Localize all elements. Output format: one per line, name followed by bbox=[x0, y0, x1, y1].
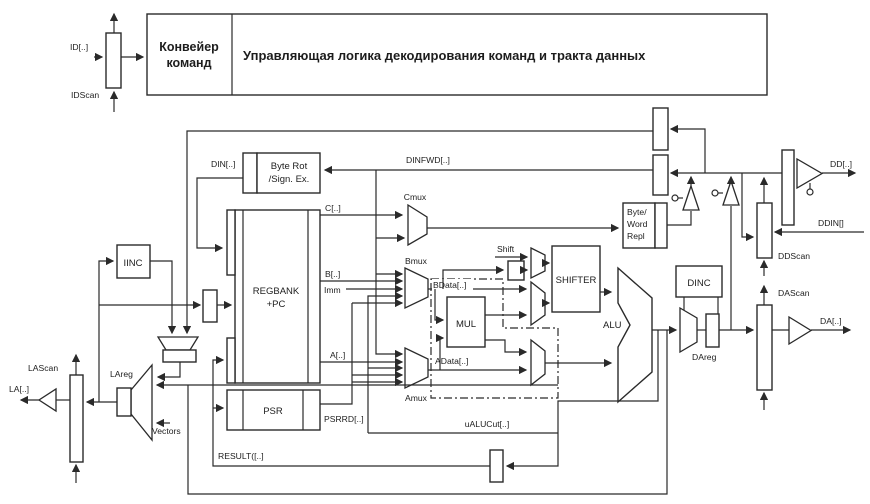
psrrd-label: PSRRD[..] bbox=[324, 414, 364, 424]
byte-rot-label-1: Byte Rot bbox=[270, 161, 308, 172]
regbank-label-1: REGBANK bbox=[252, 286, 300, 297]
dd-in-latch-upper bbox=[653, 108, 668, 150]
byte-word-label-3: Repl bbox=[627, 231, 645, 241]
regbank-label-2: +PC bbox=[266, 299, 286, 310]
dareg-label: DAreg bbox=[692, 352, 717, 362]
bmux-label: Bmux bbox=[405, 256, 427, 266]
shift-amount-mux bbox=[531, 248, 545, 278]
alu-label: ALU bbox=[603, 320, 622, 331]
b-bus-label: B[..] bbox=[325, 269, 341, 279]
regbank-write-port-a bbox=[227, 210, 235, 275]
address-loop bbox=[9, 245, 198, 483]
address-funnel-latch bbox=[163, 350, 196, 362]
c-bus-label: C[..] bbox=[325, 203, 341, 213]
a-mux bbox=[405, 348, 428, 403]
ddscan-label: DDScan bbox=[778, 251, 810, 261]
da-mux bbox=[680, 308, 697, 352]
cmux-label: Cmux bbox=[403, 192, 427, 202]
mul-label: MUL bbox=[455, 319, 477, 330]
da-pad-interface bbox=[757, 286, 850, 410]
pc-write-latch bbox=[203, 290, 217, 322]
control-logic-title: Управляющая логика декодирования команд и тракта данных bbox=[243, 48, 646, 63]
amux-label: Amux bbox=[405, 393, 427, 403]
shift-amount-latch bbox=[508, 261, 524, 280]
la-output-buffer-icon bbox=[39, 389, 56, 411]
byte-rot-label-2: /Sign. Ex. bbox=[268, 174, 310, 185]
dascan-label: DAScan bbox=[778, 288, 810, 298]
da-bus-label: DA[..] bbox=[820, 316, 842, 326]
id-scan-register bbox=[70, 14, 143, 112]
lareg-mux bbox=[131, 365, 152, 440]
alu-a-mux bbox=[531, 340, 545, 385]
da-register bbox=[706, 314, 719, 347]
b-mux bbox=[405, 256, 428, 308]
shifter-label: SHIFTER bbox=[555, 275, 597, 286]
address-funnel-mux bbox=[158, 337, 198, 350]
clock-phase-bubble bbox=[672, 195, 678, 201]
read-bus-wiring bbox=[320, 170, 404, 433]
vectors-label: Vectors bbox=[152, 426, 181, 436]
dinc-label: DINC bbox=[687, 278, 711, 289]
clock-phase-bubble bbox=[807, 189, 813, 195]
alu-block bbox=[603, 268, 676, 402]
pipeline-label-2: команд bbox=[166, 56, 212, 70]
iinc-label: IINC bbox=[123, 258, 143, 269]
ddin-label: DDIN[] bbox=[818, 218, 844, 228]
a-bus-label: A[..] bbox=[330, 350, 346, 360]
shifter-operand-mux bbox=[531, 282, 545, 325]
shifter-block bbox=[552, 246, 611, 312]
adata-label: AData[..] bbox=[435, 356, 469, 366]
bdata-label: BData[..] bbox=[433, 280, 467, 290]
lareg-latch bbox=[117, 388, 131, 416]
register-bank bbox=[99, 210, 320, 383]
dd-bus-label: DD[..] bbox=[830, 159, 852, 169]
dd-pad-register bbox=[782, 150, 794, 225]
pipeline-label-1: Конвейер bbox=[159, 40, 219, 54]
address-increment bbox=[676, 266, 753, 362]
dd-pad-interface bbox=[757, 150, 864, 276]
control-logic-box bbox=[147, 14, 767, 95]
byte-word-label-1: Byte/ bbox=[627, 207, 647, 217]
dascan-register bbox=[757, 305, 772, 390]
lascan-label: LAScan bbox=[28, 363, 59, 373]
result-latch bbox=[490, 450, 503, 482]
clock-phase-bubble bbox=[712, 190, 718, 196]
dd-in-latch-lower bbox=[653, 155, 668, 195]
idscan-label: IDScan bbox=[71, 90, 100, 100]
ualucut-label: uALUCut[..] bbox=[464, 419, 510, 429]
lascan-register bbox=[70, 375, 83, 462]
id-bus-label: ID[..] bbox=[70, 42, 89, 52]
dinfwd-label: DINFWD[..] bbox=[406, 155, 450, 165]
shift-label: Shift bbox=[497, 244, 515, 254]
imm-label: Imm bbox=[324, 285, 341, 295]
ddscan-register bbox=[757, 203, 772, 258]
c-mux bbox=[404, 192, 618, 245]
tristate-driver-icon bbox=[683, 186, 699, 210]
regbank-write-port-b bbox=[227, 338, 235, 383]
da-output-buffer-icon bbox=[789, 317, 811, 344]
psr-label: PSR bbox=[263, 406, 283, 417]
la-bus-label: LA[..] bbox=[9, 384, 30, 394]
tristate-driver-icon bbox=[723, 181, 739, 205]
lareg-label: LAreg bbox=[110, 369, 133, 379]
din-label: DIN[..] bbox=[211, 159, 236, 169]
byte-word-label-2: Word bbox=[627, 219, 648, 229]
result-label: RESULT([..] bbox=[218, 451, 264, 461]
